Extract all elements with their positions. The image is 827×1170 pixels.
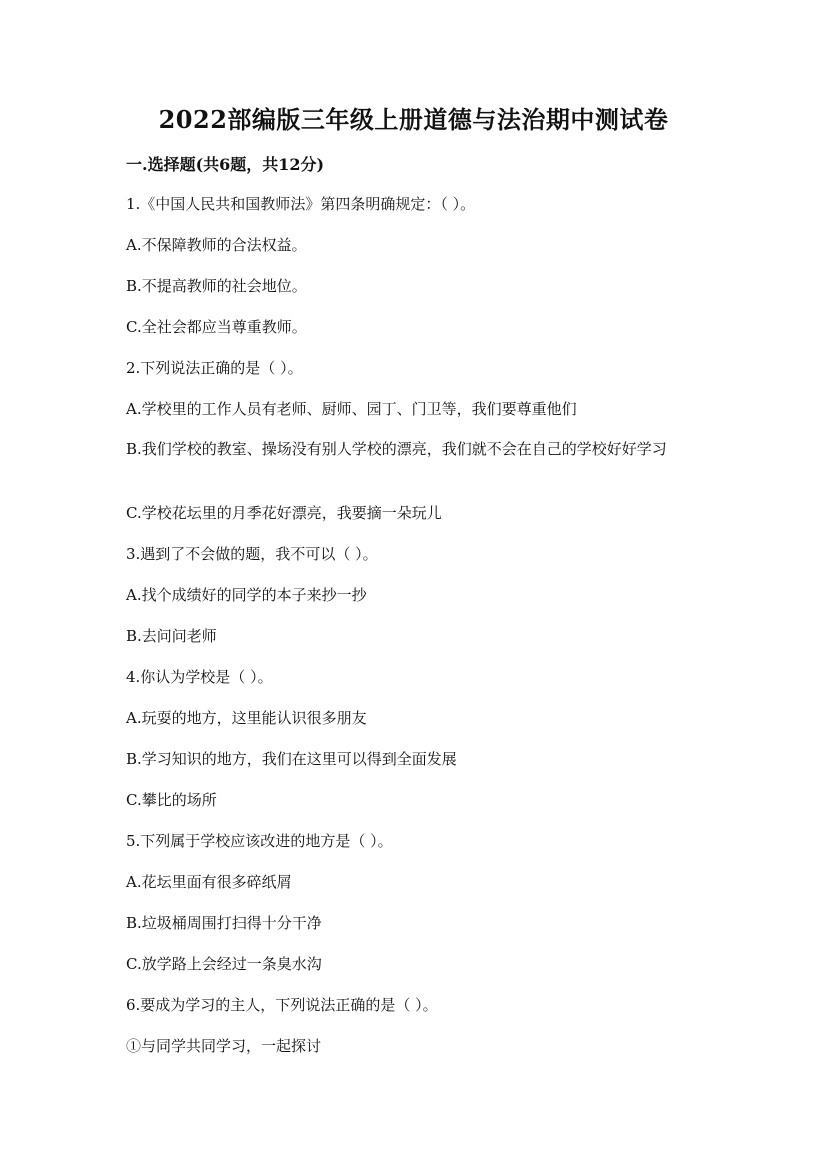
option-1a: A.不保障教师的合法权益。 — [126, 236, 307, 254]
option-2a: A.学校里的工作人员有老师、厨师、园丁、门卫等，我们要尊重他们 — [126, 400, 577, 418]
question-3: 3.遇到了不会做的题，我不可以（ ）。 — [126, 545, 378, 563]
option-1b: B.不提高教师的社会地位。 — [126, 277, 307, 295]
option-5a: A.花坛里面有很多碎纸屑 — [126, 873, 292, 891]
option-3a: A.找个成绩好的同学的本子来抄一抄 — [126, 586, 367, 604]
option-5b: B.垃圾桶周围打扫得十分干净 — [126, 914, 322, 932]
question-5: 5.下列属于学校应该改进的地方是（ ）。 — [126, 832, 393, 850]
option-4c: C.攀比的场所 — [126, 791, 217, 809]
option-2c: C.学校花坛里的月季花好漂亮，我要摘一朵玩儿 — [126, 504, 442, 522]
exam-title: 2022部编版三年级上册道德与法治期中测试卷 — [158, 105, 669, 134]
option-1c: C.全社会都应当尊重教师。 — [126, 318, 307, 336]
question-4: 4.你认为学校是（ ）。 — [126, 668, 273, 686]
statement-6-1: ①与同学共同学习，一起探讨 — [126, 1037, 322, 1055]
option-5c: C.放学路上会经过一条臭水沟 — [126, 955, 322, 973]
question-1: 1.《中国人民共和国教师法》第四条明确规定：（ ）。 — [126, 195, 476, 213]
option-2b: B.我们学校的教室、操场没有别人学校的漂亮，我们就不会在自己的学校好好学习 — [126, 440, 667, 458]
option-4a: A.玩耍的地方，这里能认识很多朋友 — [126, 709, 367, 727]
section-heading: 一.选择题(共6题，共12分) — [126, 155, 325, 174]
question-6: 6.要成为学习的主人，下列说法正确的是（ ）。 — [126, 996, 438, 1014]
question-2: 2.下列说法正确的是（ ）。 — [126, 359, 303, 377]
option-4b: B.学习知识的地方，我们在这里可以得到全面发展 — [126, 750, 457, 768]
option-3b: B.去问问老师 — [126, 627, 217, 645]
